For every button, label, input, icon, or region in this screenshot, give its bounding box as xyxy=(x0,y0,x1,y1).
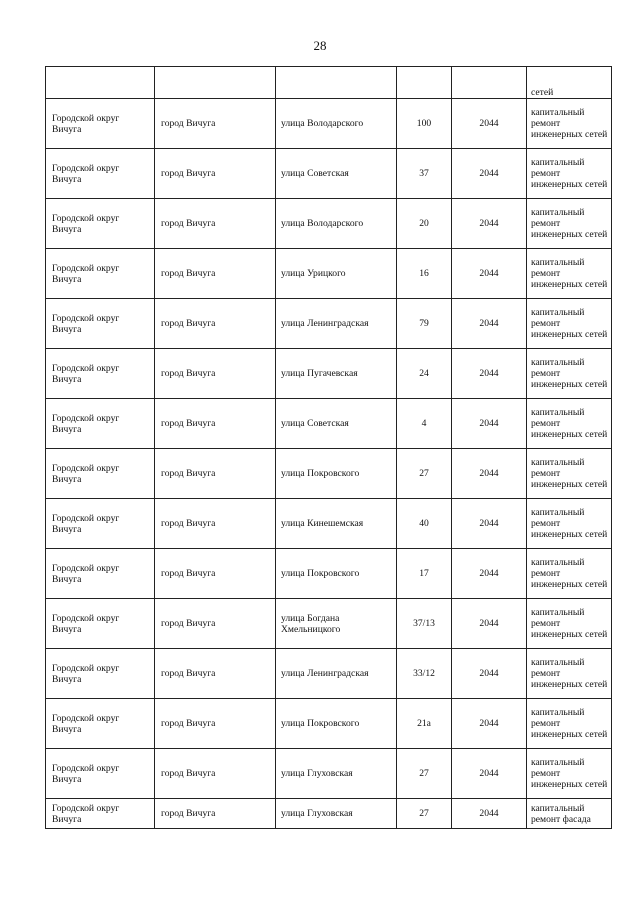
cell-municipality: Городской округ Вичуга xyxy=(46,449,155,499)
cell-work: капитальный ремонт инженерных сетей xyxy=(527,649,612,699)
cell-municipality: Городской округ Вичуга xyxy=(46,749,155,799)
table-row xyxy=(46,399,612,449)
cell-street: улица Советская xyxy=(276,149,397,199)
cell-year: 2044 xyxy=(452,649,527,699)
cell-settlement: город Вичуга xyxy=(155,349,276,399)
cell-street: улица Глуховская xyxy=(276,749,397,799)
cell-house: 17 xyxy=(397,549,452,599)
cell-municipality: Городской округ Вичуга xyxy=(46,599,155,649)
table-row xyxy=(46,299,612,349)
cell-settlement xyxy=(155,67,276,99)
cell-municipality: Городской округ Вичуга xyxy=(46,549,155,599)
cell-house: 33/12 xyxy=(397,649,452,699)
cell-work: капитальный ремонт инженерных сетей xyxy=(527,199,612,249)
cell-year xyxy=(452,67,527,99)
table-row xyxy=(46,649,612,699)
cell-street xyxy=(276,67,397,99)
cell-year: 2044 xyxy=(452,449,527,499)
cell-house: 16 xyxy=(397,249,452,299)
cell-municipality: Городской округ Вичуга xyxy=(46,149,155,199)
cell-settlement: город Вичуга xyxy=(155,199,276,249)
cell-street: улица Урицкого xyxy=(276,249,397,299)
cell-municipality: Городской округ Вичуга xyxy=(46,649,155,699)
cell-house: 21а xyxy=(397,699,452,749)
cell-settlement: город Вичуга xyxy=(155,249,276,299)
cell-settlement: город Вичуга xyxy=(155,499,276,549)
cell-settlement: город Вичуга xyxy=(155,699,276,749)
cell-work: капитальный ремонт инженерных сетей xyxy=(527,449,612,499)
cell-street: улица Покровского xyxy=(276,549,397,599)
cell-municipality: Городской округ Вичуга xyxy=(46,99,155,149)
cell-year: 2044 xyxy=(452,249,527,299)
cell-municipality: Городской округ Вичуга xyxy=(46,399,155,449)
cell-street: улица Глуховская xyxy=(276,799,397,829)
cell-street: улица Ленинградская xyxy=(276,299,397,349)
housing-repair-table xyxy=(45,66,612,829)
table-row xyxy=(46,599,612,649)
cell-settlement: город Вичуга xyxy=(155,549,276,599)
cell-year: 2044 xyxy=(452,399,527,449)
cell-house: 40 xyxy=(397,499,452,549)
cell-municipality: Городской округ Вичуга xyxy=(46,499,155,549)
cell-year: 2044 xyxy=(452,99,527,149)
cell-settlement: город Вичуга xyxy=(155,299,276,349)
cell-work: сетей xyxy=(527,67,612,99)
cell-municipality: Городской округ Вичуга xyxy=(46,299,155,349)
cell-year: 2044 xyxy=(452,199,527,249)
cell-municipality xyxy=(46,67,155,99)
page-number: 28 xyxy=(313,38,327,53)
cell-work: капитальный ремонт инженерных сетей xyxy=(527,249,612,299)
table-row xyxy=(46,549,612,599)
cell-municipality: Городской округ Вичуга xyxy=(46,799,155,829)
cell-house: 37 xyxy=(397,149,452,199)
cell-house xyxy=(397,67,452,99)
cell-year: 2044 xyxy=(452,149,527,199)
cell-work: капитальный ремонт инженерных сетей xyxy=(527,99,612,149)
cell-house: 4 xyxy=(397,399,452,449)
cell-work: капитальный ремонт инженерных сетей xyxy=(527,399,612,449)
cell-house: 79 xyxy=(397,299,452,349)
cell-street: улица Покровского xyxy=(276,449,397,499)
cell-year: 2044 xyxy=(452,499,527,549)
cell-year: 2044 xyxy=(452,349,527,399)
table-row xyxy=(46,799,612,829)
cell-settlement: город Вичуга xyxy=(155,599,276,649)
cell-municipality: Городской округ Вичуга xyxy=(46,249,155,299)
cell-settlement: город Вичуга xyxy=(155,399,276,449)
cell-year: 2044 xyxy=(452,549,527,599)
cell-year: 2044 xyxy=(452,599,527,649)
cell-work: капитальный ремонт инженерных сетей xyxy=(527,149,612,199)
cell-street: улица Пугачевская xyxy=(276,349,397,399)
table-row xyxy=(46,699,612,749)
cell-year: 2044 xyxy=(452,699,527,749)
cell-settlement: город Вичуга xyxy=(155,749,276,799)
cell-street: улица Володарского xyxy=(276,99,397,149)
cell-street: улица Советская xyxy=(276,399,397,449)
cell-street: улица Кинешемская xyxy=(276,499,397,549)
cell-work: капитальный ремонт инженерных сетей xyxy=(527,349,612,399)
cell-settlement: город Вичуга xyxy=(155,99,276,149)
table-row xyxy=(46,199,612,249)
cell-work: капитальный ремонт инженерных сетей xyxy=(527,749,612,799)
cell-work: капитальный ремонт инженерных сетей xyxy=(527,299,612,349)
cell-street: улица Володарского xyxy=(276,199,397,249)
cell-work: капитальный ремонт инженерных сетей xyxy=(527,599,612,649)
cell-street: улица Ленинградская xyxy=(276,649,397,699)
cell-house: 24 xyxy=(397,349,452,399)
cell-work: капитальный ремонт инженерных сетей xyxy=(527,699,612,749)
table-row xyxy=(46,349,612,399)
table-row xyxy=(46,67,612,99)
table-row xyxy=(46,449,612,499)
table-row xyxy=(46,99,612,149)
cell-settlement: город Вичуга xyxy=(155,449,276,499)
cell-settlement: город Вичуга xyxy=(155,149,276,199)
cell-house: 100 xyxy=(397,99,452,149)
cell-street: улица Богдана Хмельницкого xyxy=(276,599,397,649)
cell-house: 37/13 xyxy=(397,599,452,649)
cell-house: 27 xyxy=(397,799,452,829)
cell-municipality: Городской округ Вичуга xyxy=(46,699,155,749)
table-row xyxy=(46,499,612,549)
cell-house: 27 xyxy=(397,749,452,799)
cell-settlement: город Вичуга xyxy=(155,649,276,699)
cell-year: 2044 xyxy=(452,299,527,349)
table-row xyxy=(46,149,612,199)
cell-year: 2044 xyxy=(452,799,527,829)
cell-year: 2044 xyxy=(452,749,527,799)
table-row xyxy=(46,749,612,799)
cell-municipality: Городской округ Вичуга xyxy=(46,199,155,249)
cell-street: улица Покровского xyxy=(276,699,397,749)
cell-house: 20 xyxy=(397,199,452,249)
cell-house: 27 xyxy=(397,449,452,499)
cell-settlement: город Вичуга xyxy=(155,799,276,829)
cell-work: капитальный ремонт инженерных сетей xyxy=(527,549,612,599)
cell-work: капитальный ремонт инженерных сетей xyxy=(527,499,612,549)
cell-municipality: Городской округ Вичуга xyxy=(46,349,155,399)
table-row xyxy=(46,249,612,299)
cell-work: капитальный ремонт фасада xyxy=(527,799,612,829)
